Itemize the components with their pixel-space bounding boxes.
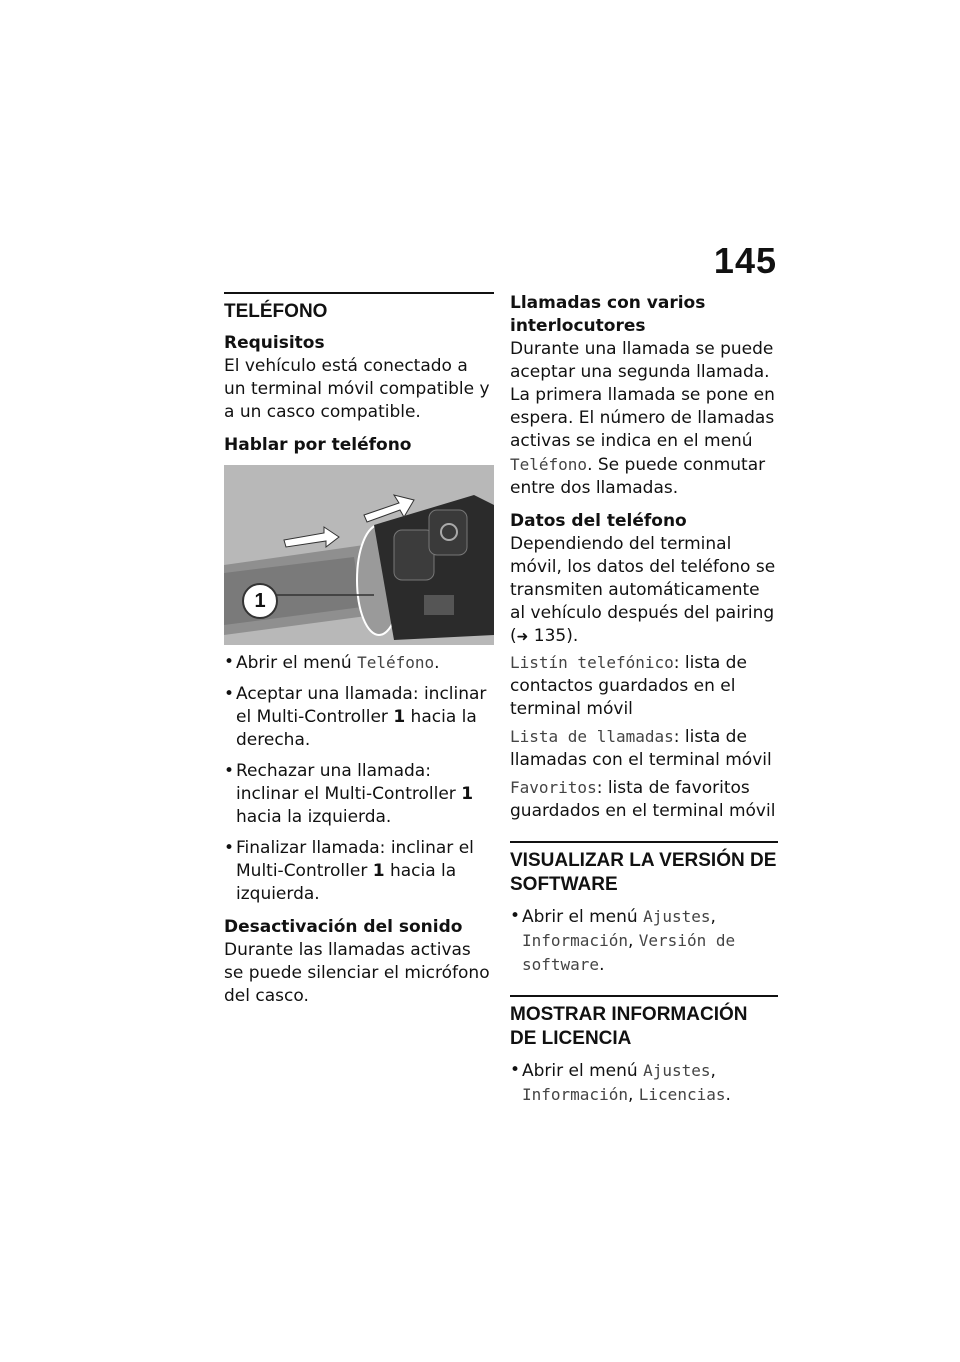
multi-call-heading: Llamadas con varios interlocutores: [510, 293, 706, 336]
list-item: • Finalizar llamada: inclinar el Multi-Controller 1 hacia la izquierda.: [224, 837, 494, 906]
definition-item: Favoritos: lista de favoritos guardados en el terminal móvil: [510, 778, 776, 821]
section-rule: [224, 292, 494, 294]
definition-item: Lista de llamadas: lista de llamadas con el terminal móvil: [510, 727, 772, 770]
page-number: 145: [713, 240, 777, 281]
callout-label-1: 1: [242, 583, 278, 619]
right-column: [510, 292, 778, 1117]
license-list: [510, 1059, 778, 1107]
list-item: • Abrir el menú Ajustes, Información, Versión de software.: [510, 905, 778, 977]
list-item: • Aceptar una llamada: inclinar el Multi-Controller 1 hacia la derecha.: [224, 683, 494, 752]
multi-call-text: Durante una llamada se puede aceptar una segunda llamada. La primera llamada se pone en espera. El número de llamadas activas se indica en el menú Teléfono. Se puede conmutar entre dos llamadas.: [510, 339, 775, 498]
mute-heading: Desactivación del sonido: [224, 917, 463, 937]
phone-data-text: Dependiendo del terminal móvil, los datos del teléfono se transmiten automáticamente al vehículo después del pairing (➜ 135).: [510, 534, 776, 646]
section-rule: [510, 841, 778, 843]
version-list: [510, 905, 778, 977]
list-item: • Abrir el menú Ajustes, Información, Licencias.: [510, 1059, 778, 1107]
section-rule: [510, 995, 778, 997]
section-title-version: VISUALIZAR LA VERSIÓN DE SOFTWARE: [510, 850, 777, 895]
list-item: • Abrir el menú Teléfono.: [224, 651, 494, 675]
mute-text: Durante las llamadas activas se puede silenciar el micrófono del casco.: [224, 940, 490, 1006]
list-item: • Rechazar una llamada: inclinar el Multi-Controller 1 hacia la izquierda.: [224, 760, 494, 829]
definition-item: Listín telefónico: lista de contactos guardados en el terminal móvil: [510, 653, 747, 719]
section-title-license: MOSTRAR INFORMACIÓN DE LICENCIA: [510, 1004, 748, 1049]
hablar-heading: Hablar por teléfono: [224, 435, 412, 455]
phone-data-heading: Datos del teléfono: [510, 511, 687, 531]
call-actions-list: [224, 651, 494, 906]
left-column: [224, 292, 494, 1018]
handlebar-photo: [224, 465, 494, 645]
page-ref-arrow-icon: ➜: [516, 629, 529, 645]
requisitos-text: El vehículo está conectado a un terminal móvil compatible y a un casco compatible.: [224, 356, 490, 422]
section-title-telefono: TELÉFONO: [224, 301, 328, 322]
requisitos-heading: Requisitos: [224, 333, 325, 353]
